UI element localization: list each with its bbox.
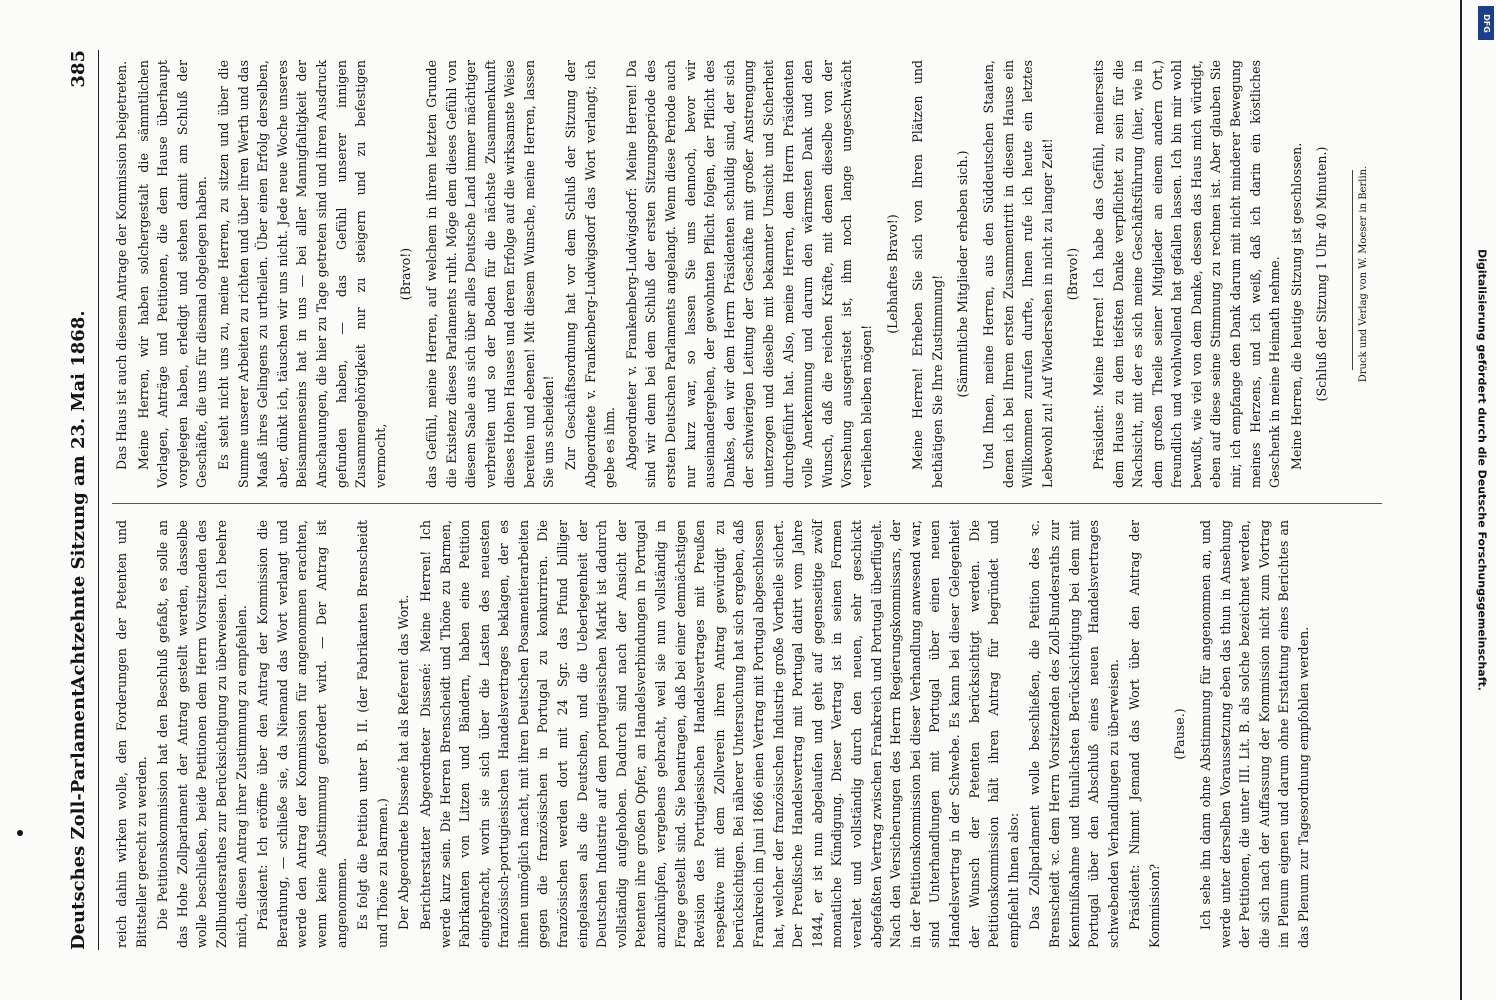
header-left: Deutsches Zoll-Parlament. [68,682,89,950]
column-separator [112,503,1382,504]
paragraph: Präsident: Meine Herren! Ich habe das Gefühl, meinerseits dem Hause zu dem tiefsten Danke verpflichtet zu sein für die Nachsicht, mit der es sich meine Geschäftsführung (hier, wie in dem großen Theile seiner Mitglieder an einem andern Ort,) freundlich und wohlwollend hat gefallen lassen. Ich bin mir wohl bewußt, wie viel von dem Danke, dessen das Haus mich würdigt, eben auf diese seine Stimmung zu rechnen ist. Aber glauben Sie mir, ich empfange den Dank darum mit nicht minderer Bewegung meines Herzens, und ich weiß, daß ich darin ein köstliches Geschenk in meine Heimath nehme. [1090,60,1283,488]
funding-note: Digitalisierung gefördert durch die Deutsche Forschungsgemeinschaft. [1475,249,1489,691]
paragraph: Zur Geschäftsordnung hat vor dem Schluß der Sitzung der Abgeordnete v. Frankenberg-Ludwigsdorf das Wort verlangt; ich gebe es ihm. [563,60,618,488]
stage-direction: (Sämmtliche Mitglieder erheben sich.) [955,150,971,398]
left-column [112,520,1432,948]
rotated-document-page [58,30,1438,970]
dfg-logo [1478,6,1494,40]
dfg-logo-text: DFG [1481,13,1491,33]
paragraph: Abgeordneter v. Frankenberg-Ludwigsdorf: Meine Herren! Da sind wir denn bei dem Schluß der ersten Sitzungsperiode des ersten Deutschen Parlaments angelangt. Wenn diese Periode auch nur kurz war, so lassen Sie uns dennoch, bevor wir auseinandergehen, der gewohnten Pflicht folgen, der Pflicht des Dankes, den wir dem Herrn Präsidenten schuldig sind, der sich der schwierigen Leitung der Geschäfte mit großer Anstrengung unterzogen und dieselbe mit bekannter Umsicht und Sicherheit durchgeführt hat. Also, meine Herren, dem Herrn Präsidenten volle Anerkennung und darum den wärmsten Dank und den Wunsch, daß die reichen Kräfte, mit denen dieselbe von der Vorsehung ausgerüstet ist, ihm noch lange ungeschwächt verliehen bleiben mögen! [623,60,874,488]
paragraph: Der Abgeordnete Dissené hat als Referent das Wort. [396,594,412,930]
closing-note: (Schluß der Sitzung 1 Uhr 40 Minuten.) [1314,146,1330,402]
stage-direction: (Pause.) [1172,708,1188,760]
paragraph: Meine Herren, die heutige Sitzung ist geschlossen. [1288,142,1304,470]
paragraph: Es steht nicht uns zu, meine Herren, zu sitzen und über die Summe unserer Arbeiten zu richten und über ihren Werth und das Maaß ihres Gelingens zu urtheilen. Über einen Erfolg derselben, aber, dünkt ich, täuschen wir uns nicht. Jede neue Woche unseres Beisammenseins hat in uns — bei aller Mannigfaltigkeit der Anschauungen, die hier zu Tage getreten sind und ihren Ausdruck gefunden haben, — das Gefühl unserer innigen Zusammengehörigkeit nur zu steigern und zu befestigen vermocht, [215,60,388,488]
paragraph: das Gefühl, meine Herren, auf welchem in ihrem letzten Grunde die Existenz dieses Parlaments ruht. Möge dem dieses Gefühl von diesem Saale aus sich über alles Deutsche Land immer mächtiger verbreiten und so der Boden für die nächste Zusammenkunft dieses Hohen Hauses und deren Erfolge auf die wirksamste Weise bereiten und ebenen! Mit diesem Wunsche, meine Herren, lassen Sie uns scheiden! [423,60,557,488]
stage-direction: (Bravo!) [398,247,414,301]
right-column [112,60,1432,488]
paragraph: Präsident: Nimmt Jemand das Wort über den Antrag der Kommission? [1127,520,1162,948]
stage-direction: (Bravo!) [1065,247,1081,301]
paragraph: Präsident: Ich eröffne über den Antrag der Kommission die Berathung, — schließe sie, da Niemand das Wort verlangt und werde den Antrag der Kommission für angenommen erachten, wenn keine Abstimmung gefordert wird. — Der Antrag ist angenommen. [255,520,349,948]
paragraph: reich dahin wirken wolle, den Forderungen der Petenten und Bittsteller gerecht zu werden. [114,520,149,948]
paragraph: Ich sehe ihn dann ohne Abstimmung für angenommen an, und werde unter derselben Voraussetzung eben das thun in Ansehung der Petitionen, die unter III. Lit. B. als solche bezeichnet werden, die sich nach der Auffassung der Kommission nicht zum Vortrag im Plenum eignen und darum ohne Erstattung eines Berichtes an das Plenum zur Tagesordnung empfohlen werden. [1198,520,1312,948]
paragraph: Und Ihnen, meine Herren, aus den Süddeutschen Staaten, denen ich bei Ihrem ersten Zusammentritt in diesem Hause ein Willkommen zurufen durfte, Ihnen rufe ich heute ein letztes Lebewohl zu! Auf Wiedersehen in nicht zu langer Zeit! [980,60,1055,488]
paragraph: Das Zollparlament wolle beschließen, die Petition des ꝛc. Brenscheidt ꝛc. dem Herrn Vorsitzenden des Zoll-Bundesraths zur Kenntnißnahme und thunlichsten Berücksichtigung bei dem mit Portugal über den Abschluß eines neuen Handelsvertrages schwebenden Verhandlungen zu überweisen. [1027,520,1121,948]
paragraph: Das Haus ist auch diesem Antrage der Kommission beigetreten. [114,60,129,470]
footer-rule [1352,170,1353,370]
scan-edge [1460,0,1462,1000]
printer-imprint: Druck und Verlag von W. Moeser in Berlin. [1358,165,1369,383]
paragraph: Es folgt die Petition unter B. II. (der Fabrikanten Brenscheidt und Thöne zu Barmen.) [355,520,390,948]
paragraph: Berichterstatter Abgeordneter Dissené: Meine Herren! Ich werde kurz sein. Die Herren Brenscheidt und Thöne zu Barmen, Fabrikanten von Litzen und Bändern, haben eine Petition eingebracht, worin sie sich über die Lasten des neuesten französisch-portugiesischen Handelsvertrages beklagen, der es ihnen unmöglich macht, mit ihren Deutschen Posamentierarbeiten gegen die französischen in Portugal zu konkurriren. Die französischen werden dort mit 24 Sgr. das Pfund billiger eingelassen als die Deutschen, und die Ueberlegenheit der Deutschen Industrie auf dem portugiesischen Markt ist dadurch vollständig aufgehoben. Dadurch sind nach der Ansicht der Petenten ihre großen Opfer, an Handelsverbindungen in Portugal anzuknüpfen, vergebens gebracht, weil sie nun vollständig in Frage gestellt sind. Sie beantragen, daß bei einer demnächstigen Revision des Portugiesischen Handelsvertrages mit Preußen respektive mit dem Zollverein ihren Antrag gewürdigt zu berücksichtigen. Bei näherer Untersuchung hat sich ergeben, daß Frankreich im Juni 1866 einen Vertrag mit Portugal abgeschlossen hat, welcher der französischen Industrie große Vortheile sichert. Der Preußische Handelsvertrag mit Portugal datirt vom Jahre 1844, er ist nun abgelaufen und geht auf gegenseitige zwölf monatliche Kündigung. Dieser Vertrag ist in seinen Formen veraltet und vollständig durch den neuen, sehr geschickt abgefaßten Vertrag zwischen Frankreich und Portugal überflügelt. Nach den Versicherungen des Herrn Regierungskommissars, der in der Petitionskommission bei dieser Verhandlung anwesend war, sind Unterhandlungen mit Portugal über einen neuen Handelsvertrag in der Schwebe. Es kann bei dieser Gelegenheit der Wunsch der Petenten berücksichtigt werden. Die Petitionskommission hält ihren Antrag für begründet und empfiehlt Ihnen also: [417,520,1021,948]
page-number: 385 [68,50,89,88]
stage-direction: (Lebhaftes Bravo!) [884,214,900,334]
running-header [68,50,94,950]
paragraph: Meine Herren, wir haben solchergestalt die sämmtlichen Vorlagen, Anträge und Petitionen, die dem Hause überhaupt vorgelegen haben, erledigt und stehen damit am Schluß der Geschäfte, die uns für diesmal obgelegen haben. [135,60,210,488]
ink-speck [17,830,23,836]
paragraph: Meine Herren! Erheben Sie sich von Ihren Plätzen und bethätigen Sie Ihre Zustimmung! [910,60,945,488]
header-session-title: Achtzehnte Sitzung am 23. Mai 1868. [68,310,89,690]
header-rule [98,50,99,950]
paragraph: Die Petitionskommission hat den Beschluß gefaßt, es solle an das Hohe Zollparlament der Antrag gestellt werden, dasselbe wolle beschließen, beide Petitionen dem Herrn Vorsitzenden des Zollbundesrathes zur Berücksichtigung zu überweisen. Ich beehre mich, diesen Antrag ihrer Zustimmung zu empfehlen. [155,520,249,948]
